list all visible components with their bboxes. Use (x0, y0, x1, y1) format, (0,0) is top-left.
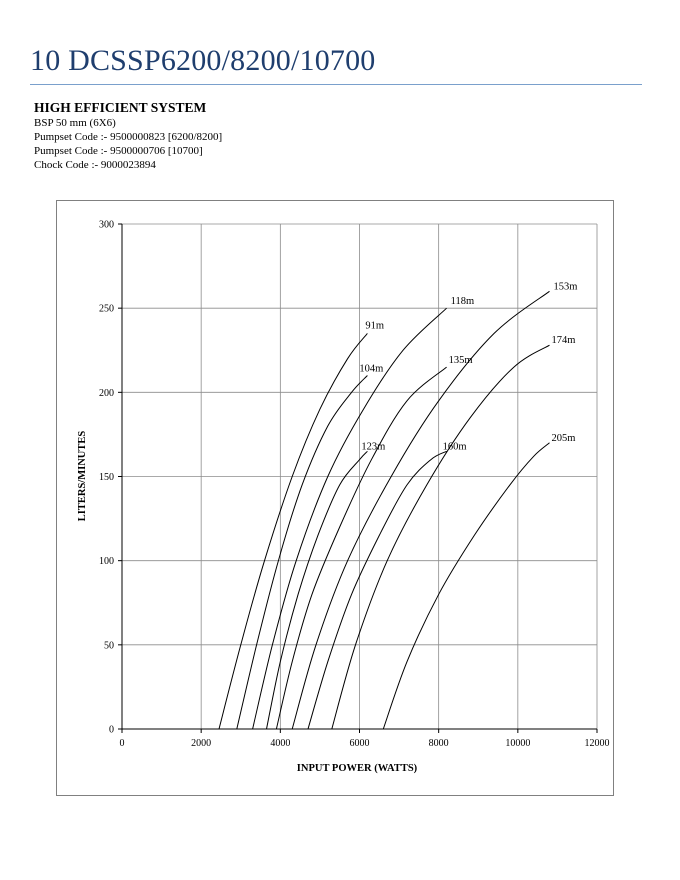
title-divider (30, 84, 642, 85)
curve-label-123m: 123m (361, 441, 386, 453)
x-tick-label: 12000 (584, 738, 610, 749)
x-tick-label: 8000 (428, 738, 449, 749)
y-tick-label: 250 (99, 303, 114, 315)
series-curves (219, 291, 550, 729)
x-tick-label: 6000 (349, 738, 370, 749)
info-line-pumpset-6200: Pumpset Code :- 9500000823 [6200/8200] (34, 131, 223, 143)
performance-chart (57, 201, 613, 795)
y-axis-label: LITERS/MINUTES (77, 430, 88, 522)
curve-123m (267, 451, 368, 729)
chart-frame (56, 200, 614, 796)
page-title: 10 DCSSP6200/8200/10700 (30, 44, 376, 77)
system-heading: HIGH EFFICIENT SYSTEM (34, 100, 207, 115)
y-tick-label: 0 (109, 724, 114, 736)
curve-118m (253, 308, 447, 729)
curve-label-174m: 174m (551, 335, 576, 347)
y-tick-label: 200 (99, 387, 114, 399)
axes (118, 224, 597, 733)
tick-labels (99, 220, 610, 750)
curve-153m (292, 291, 549, 729)
info-line-chock-code: Chock Code :- 9000023894 (34, 159, 156, 171)
x-axis-label: INPUT POWER (WATTS) (296, 763, 418, 774)
x-tick-label: 0 (119, 738, 125, 749)
curve-label-153m: 153m (553, 281, 578, 293)
curve-205m (383, 443, 549, 729)
curve-label-118m: 118m (450, 296, 475, 308)
curve-160m (308, 451, 447, 729)
product-info (34, 100, 222, 172)
curve-label-160m: 160m (442, 441, 467, 453)
info-line-bsp: BSP 50 mm (6X6) (34, 117, 116, 129)
grid-lines (122, 224, 597, 729)
info-line-pumpset-10700: Pumpset Code :- 9500000706 [10700] (34, 145, 203, 157)
curve-label-205m: 205m (551, 432, 576, 444)
y-tick-label: 300 (99, 219, 114, 231)
x-tick-label: 2000 (191, 738, 212, 749)
curve-label-104m: 104m (359, 363, 384, 375)
x-tick-label: 10000 (505, 738, 531, 749)
curve-174m (332, 345, 550, 729)
y-tick-label: 100 (99, 556, 114, 568)
curve-label-91m: 91m (365, 320, 385, 332)
curve-91m (219, 333, 367, 729)
y-tick-label: 50 (104, 640, 114, 652)
curve-104m (237, 376, 368, 730)
x-tick-label: 4000 (270, 738, 291, 749)
series-labels (359, 281, 577, 452)
y-tick-label: 150 (99, 472, 114, 483)
curve-135m (276, 367, 446, 729)
curve-label-135m: 135m (448, 355, 473, 367)
